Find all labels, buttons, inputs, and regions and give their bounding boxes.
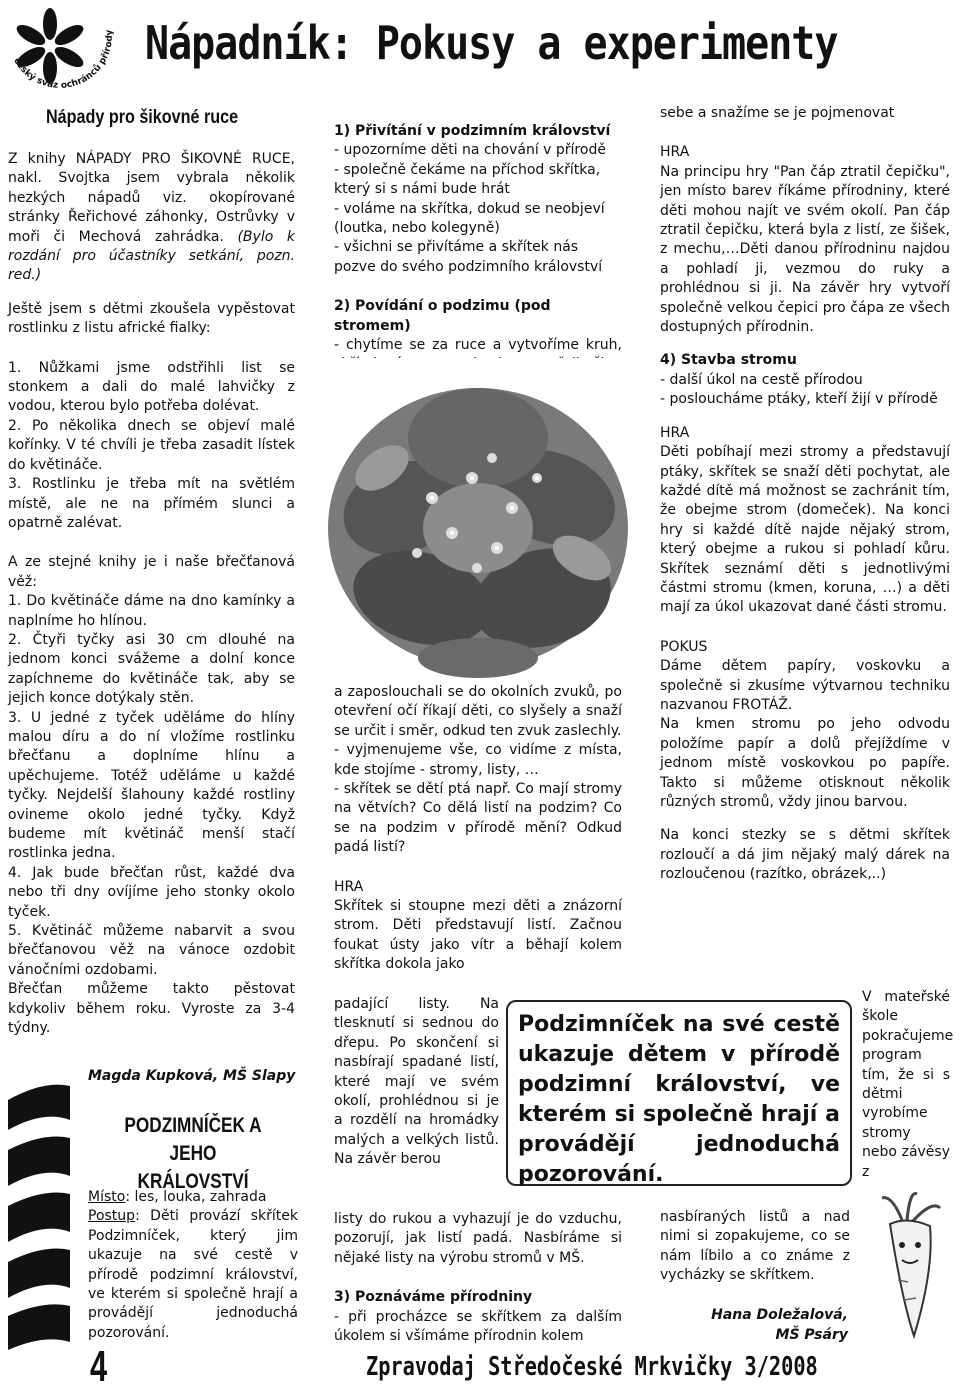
list-item: 3. Rostlinku je třeba mít na světlém místě, ale ne na přímém slunci a opatrně zalévat. xyxy=(8,476,295,531)
organization-logo xyxy=(6,2,114,94)
callout-box: Podzimníček na své cestě ukazuje dětem v přírodě podzimní království, ve kterém si společně hrají a provádějí jednoduchá pozorování. xyxy=(506,1000,852,1186)
middle-column xyxy=(334,122,622,375)
paragraph: Na principu hry "Pan čáp ztratil čepičku", jen místo barev říkáme přírodniny, které děti mohou najít ve svém okolí. Pan čáp ztratil čepičku, která byla z listí, ze šišek, z mechu,…Děti danou přírodninu najdou a pohladí ji, vezmou do ruky a prohlédnou si ji. Na závěr hry vytvoří společně velkou čepici pro čápa ze všech dostupných přírodnin. xyxy=(660,163,950,336)
author-signature: Hana Doležalová, MŠ Psáry xyxy=(711,1307,848,1343)
paragraph: Břečťan můžeme takto pěstovat kdykoliv během roku. Vyroste za 3-4 týdny. xyxy=(8,981,295,1037)
section-title: 1) Přivítání v podzimním království xyxy=(334,123,611,139)
middle-narrow-text: padající listy. Na tlesknutí si sednou do dřepu. Po skončení si nasbírají spadané listí, které mají ve svém okolí, prohlédnou si je a rozdělí na hromádky malých a velkých listů. Na závěr berou xyxy=(334,996,499,1168)
section-label: HRA xyxy=(660,144,690,161)
list-item: 2. Po několika dnech se objeví malé kořínky. V té chvíli je třeba zasadit lístek do květináče. xyxy=(8,417,295,473)
list-item: - další úkol na cestě přírodou xyxy=(660,371,863,388)
middle-column-end xyxy=(334,1210,622,1346)
section-heading: Nápady pro šikovné ruce xyxy=(46,107,239,128)
paragraph: Na konci stezky se s dětmi skřítek rozloučí a dá jim nějaký malý dárek na rozloučenou (razítko, obrázek,..) xyxy=(660,827,950,883)
page-number: 4 xyxy=(90,1342,108,1391)
paragraph: - při procházce se skřítkem za dalším úkolem si všímáme přírodnin kolem xyxy=(334,1308,622,1345)
paragraph: - chytíme se za ruce a vytvoříme kruh, xyxy=(334,337,622,354)
list-item: - voláme na skřítka, dokud se neobjeví (loutka, nebo kolegyně) xyxy=(334,200,605,237)
paragraph: Na kmen stromu po jeho odvodu položíme papír a dolů přejíždíme v jednom místě voskovkou po papíře. Takto si můžeme otisknout několik různých stromů, vždy jinou barvou. xyxy=(660,716,950,810)
section-title: 3) Poznáváme přírodniny xyxy=(334,1289,533,1306)
decorative-stripes xyxy=(4,1080,74,1350)
list-item: 5. Květináč můžeme nabarvit a svou břečťanovou věž na vánoce ozdobit vánočními ozdobami. xyxy=(8,923,295,978)
paragraph: a zaposlouchali se do okolních zvuků, po otevření očí říkají děti, co slyšely a snaží se určit i směr, odkud ten zvuk zaslechly. xyxy=(334,684,622,739)
section-label: HRA xyxy=(334,878,364,895)
left-column xyxy=(8,107,295,1038)
publication-footer: Zpravodaj Středočeské Mrkvičky 3/2008 xyxy=(366,1352,818,1382)
paragraph: Ještě jsem s dětmi zkoušela vypěstovat rostlinku z listu africké fialky: xyxy=(8,300,295,337)
paragraph: Dáme dětem papíry, voskovku a společně si zkusíme výtvarnou techniku nazvanou FROTÁŽ. xyxy=(660,658,950,713)
section-title: 2) Povídání o podzimu (pod stromem) xyxy=(334,298,551,334)
middle-column-continued xyxy=(334,683,622,975)
logo-text: český svaz ochránců přírody xyxy=(11,29,114,91)
section-label: POKUS xyxy=(660,638,708,655)
paragraph: Skřítek si stoupne mezi děti a znázorní strom. Děti představují listí. Začnou foukat ústy jako vítr a běhají kolem skřítka dokola jako xyxy=(334,898,622,973)
list-item: - posloucháme ptáky, kteří žijí v přírodě xyxy=(660,391,938,408)
paragraph: Děti pobíhají mezi stromy a představují ptáky, skřítek se snaží děti pochytat, ale každé dítě má možnost se zachránit tím, že obejme strom (domeček). Na konci hry si každé dítě najde nějaký strom, který obejme a rukou si pohladí kůru. Skřítek seznámí děti s jednotlivými částmi stromu (kmen, koruna, …) a děti mají za úkol ukazovat dané části stromu. xyxy=(660,444,950,616)
paragraph: listy do rukou a vyhazují je do vzduchu, pozorují, jak listí padá. Nasbíráme si nějaké listy na výrobu stromů v MŠ. xyxy=(334,1211,622,1266)
editor-note: (Bylo k rozdání pro účastníky setkání, pozn. red.) xyxy=(8,228,295,284)
list-item: - skřítek se dětí ptá např. Co mají stromy na větvích? Co dělá listí na podzim? Co se na podzim v přírodě mění? Odkud padá listí? xyxy=(334,781,622,856)
list-item: 2. Čtyři tyčky asi 30 cm dlouhé na jednom konci svážeme a dolní konce zapíchneme do květináče tak, aby se jejich konce dotýkaly stěn. xyxy=(8,631,295,707)
author-signature: Magda Kupková, MŠ Slapy xyxy=(88,1068,296,1084)
article-title: PODZIMNÍČEK A JEHO KRÁLOVSTVÍ xyxy=(124,1114,262,1193)
list-item: - všichni se přivítáme a skřítek nás pozve do svého podzimního království xyxy=(334,239,603,275)
list-item: 1. Nůžkami jsme odstřihli list se stonkem a dali do malé lahvičky z vodou, kterou bylo potřeba dolévat. xyxy=(8,359,295,415)
paragraph: sebe a snažíme se je pojmenovat xyxy=(660,105,895,121)
list-item: 4. Jak bude břečťan růst, každé dva nebo tři dny ovíjíme jeho stonky okolo tyček. xyxy=(8,864,295,920)
list-item: 3. U jedné z tyček uděláme do hlíny malou díru a do ní vložíme rostlinku břečťanu a doplníme hlínu a upěchujeme. Totéž uděláme u každé tyčky. Nejdelší šlahouny každé rostliny ovineme okolo jedné tyčky. Když budeme mít květináč menší stačí rostlinka jedna. xyxy=(8,709,295,862)
african-violet-photo xyxy=(322,358,634,680)
list-item: - vyjmenujeme vše, co vidíme z místa, kde stojíme - stromy, listy, … xyxy=(334,742,622,778)
list-item: - společně čekáme na příchod skřítka, který si s námi bude hrát xyxy=(334,161,601,198)
list-item: 1. Do květináče dáme na dno kamínky a naplníme ho hlínou. xyxy=(8,593,295,629)
section-title: 4) Stavba stromu xyxy=(660,352,797,369)
right-narrow-text: V mateřské škole pokračujeme program tím, že si s dětmi vyrobíme stromy nebo závěsy z xyxy=(862,989,954,1180)
page-title: Nápadník: Pokusy a experimenty xyxy=(145,17,838,71)
paragraph: Z knihy NÁPADY PRO ŠIKOVNÉ RUCE, nakl. Svojtka jsem vybrala několik hezkých nápadů viz. okopírované stránky Řeřichové záhonky, Ostrůvky v moři či Mechová zahrádka. (Bylo k rozdání pro účastníky setkání, pozn. red.) xyxy=(8,151,295,284)
right-column xyxy=(660,104,950,885)
right-final-text: nasbíraných listů a nad nimi si zopakujeme, co se nám líbilo a co známe z vycházky se skřítkem. xyxy=(660,1209,850,1284)
paragraph: A ze stejné knihy je i naše břečťanová věž: xyxy=(8,554,295,590)
article-intro: Místo: les, louka, zahrada Postup: Děti provází skřítek Podzimníček, který jim ukazuje na své cestě v přírodě podzimní království, ve kterém si společně hrají a provádějí jednoduchá pozorování. xyxy=(88,1189,298,1341)
carrot-illustration xyxy=(862,1190,952,1340)
section-label: HRA xyxy=(660,424,690,441)
list-item: - upozorníme děti na chování v přírodě xyxy=(334,142,606,159)
